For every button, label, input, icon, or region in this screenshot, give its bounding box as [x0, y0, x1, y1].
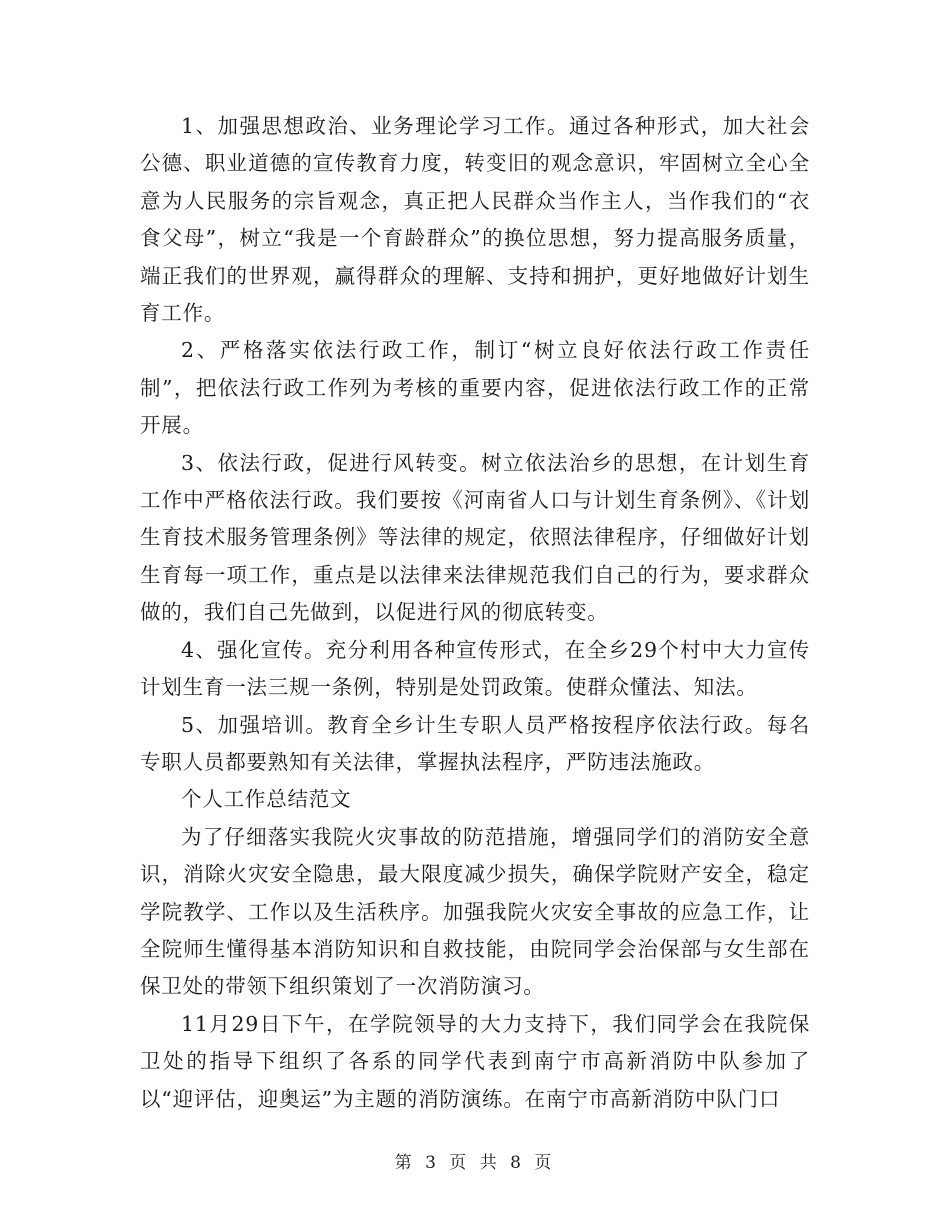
- paragraph-3: 3、依法行政，促进行风转变。树立依法治乡的思想，在计划生育工作中严格依法行政。我们要按《河南省人口与计划生育条例》、《计划生育技术服务管理条例》等法律的规定，依照法律程序，仔细做好计划生育每一项工作，重点是以法律来法律规范我们自己的行为，要求群众做的，我们自己先做到，以促进行风的彻底转变。: [140, 450, 810, 625]
- page-number: 第 3 页 共 8 页: [394, 1153, 556, 1173]
- paragraph-1: 1、加强思想政治、业务理论学习工作。通过各种形式，加大社会公德、职业道德的宣传教育力度，转变旧的观念意识，牢固树立全心全意为人民服务的宗旨观念，真正把人民群众当作主人，当作我们的“衣食父母”，树立“我是一个育龄群众”的换位思想，努力提高服务质量，端正我们的世界观，赢得群众的理解、支持和拥护，更好地做好计划生育工作。: [140, 114, 810, 326]
- section-heading: 个人工作总结范文: [181, 787, 352, 812]
- paragraph-2: 2、严格落实依法行政工作，制订“树立良好依法行政工作责任制”，把依法行政工作列为考核的重要内容，促进依法行政工作的正常开展。: [140, 338, 810, 438]
- paragraph-6: 为了仔细落实我院火灾事故的防范措施，增强同学们的消防安全意识，消除火灾安全隐患，最大限度减少损失，确保学院财产安全，稳定学院教学、工作以及生活秩序。加强我院火灾安全事故的应急工作，让全院师生懂得基本消防知识和自救技能，由院同学会治保部与女生部在保卫处的带领下组织策划了一次消防演习。: [140, 824, 810, 999]
- paragraph-7: 11月29日下午，在学院领导的大力支持下，我们同学会在我院保卫处的指导下组织了各系的同学代表到南宁市高新消防中队参加了以“迎评估，迎奥运”为主题的消防演练。在南宁市高新消防中队门口: [140, 1011, 810, 1111]
- paragraph-5: 5、加强培训。教育全乡计生专职人员严格按程序依法行政。每名专职人员都要熟知有关法律，掌握执法程序，严防违法施政。: [140, 712, 810, 774]
- document-body: [140, 108, 810, 1118]
- paragraph-4: 4、强化宣传。充分利用各种宣传形式，在全乡29个村中大力宣传计划生育一法三规一条例，特别是处罚政策。使群众懂法、知法。: [140, 637, 810, 700]
